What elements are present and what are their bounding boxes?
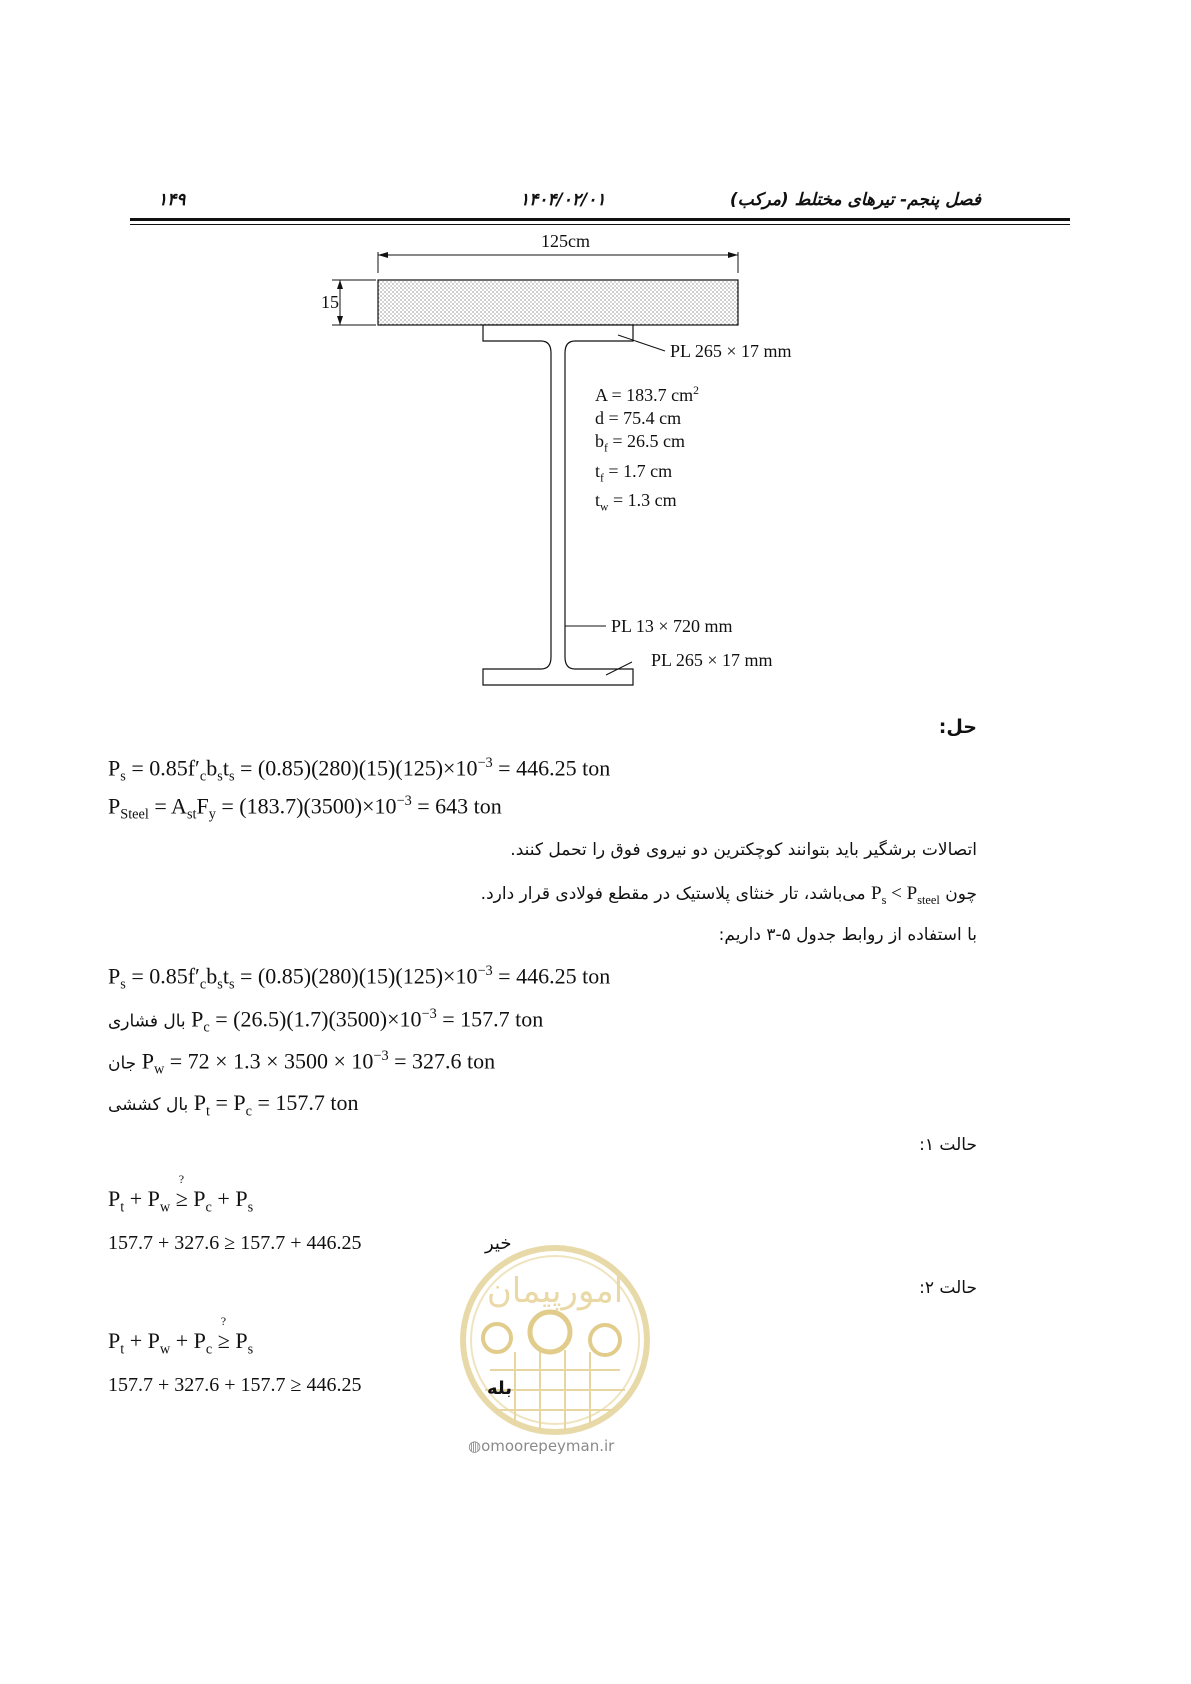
header-rule bbox=[130, 218, 1070, 221]
concrete-slab bbox=[378, 280, 738, 325]
composite-section-figure bbox=[300, 235, 860, 705]
watermark-logo bbox=[455, 1240, 655, 1440]
eq-psteel: $P_{Steel} = A_{st}F_y = (183.7)(3500)\times 10^{-3} = 643$ ton bbox=[108, 793, 502, 823]
case2-answer: بله bbox=[487, 1378, 513, 1399]
header-date: ۱۴۰۴/۰۲/۰۱ bbox=[520, 190, 606, 210]
web-plate-label: PL 13 × 720 mm bbox=[611, 616, 733, 636]
case1-numeric: 157.7 + 327.6 ≥ 157.7 + 446.25 bbox=[108, 1232, 362, 1254]
header-rule-thin bbox=[130, 224, 1070, 225]
slab-thickness-label: 15 bbox=[321, 292, 339, 312]
eq-pt: بال کششی $P_t = P_c = 157.7$ ton bbox=[108, 1090, 359, 1120]
tf-property: $t_f = 1.7$ cm bbox=[595, 460, 673, 485]
globe-icon: ◍ bbox=[468, 1437, 482, 1455]
solution-heading: حل: bbox=[938, 716, 977, 738]
text-shear-connectors: اتصالات برشگیر باید بتوانند کوچکترین دو نیروی فوق را تحمل کنند. bbox=[510, 840, 977, 860]
tw-property: $t_w = 1.3$ cm bbox=[595, 490, 677, 514]
eq-ps-repeat: $P_s = 0.85f'_cb_st_s = (0.85)(280)(15)(125)\times 10^{-3} = 446.25$ ton bbox=[108, 963, 611, 993]
case2-numeric: 157.7 + 327.6 + 157.7 ≥ 446.25 bbox=[108, 1374, 362, 1396]
depth-property: d = 75.4 cm bbox=[595, 408, 682, 428]
eq-ps: $P_s = 0.85f'_cb_st_s = (0.85)(280)(15)(125)\times 10^{-3} = 446.25$ ton bbox=[108, 755, 611, 785]
top-flange-label: PL 265 × 17 mm bbox=[670, 341, 792, 361]
area-property: A = 183.7 $cm^2$ bbox=[595, 384, 699, 405]
eq-pc: بال فشاری $P_c = (26.5)(1.7)(3500)\times 10^{-3} = 157.7$ ton bbox=[108, 1006, 544, 1036]
case1-label: حالت ۱: bbox=[919, 1135, 977, 1155]
leader-top-flange bbox=[618, 335, 665, 351]
case2-label: حالت ۲: bbox=[919, 1278, 977, 1298]
section-properties bbox=[595, 379, 699, 519]
text-neutral-axis: چون $P_s < P_{steel}$ می‌باشد، تار خنثای پلاستیک در مقطع فولادی قرار دارد. bbox=[480, 883, 977, 907]
bf-property: $b_f = 26.5$ cm bbox=[595, 431, 686, 455]
slab-width-label: 125cm bbox=[541, 231, 590, 251]
svg-text:امورپیمان: امورپیمان bbox=[486, 1271, 624, 1311]
chapter-title: فصل پنجم- تیرهای مختلط (مرکب) bbox=[729, 190, 981, 210]
text-table-ref: با استفاده از روابط جدول ۵-۳ داریم: bbox=[718, 925, 977, 945]
case1-answer: خیر bbox=[485, 1233, 512, 1254]
eq-pw: جان $P_w = 72 \times 1.3 \times 3500 \times 10^{-3} = 327.6$ ton bbox=[108, 1048, 496, 1078]
case1-inequality: $P_t + P_w$ ≥ ? $P_c + P_s$ bbox=[108, 1172, 254, 1216]
bottom-flange-label: PL 265 × 17 mm bbox=[651, 650, 773, 670]
watermark-site: ◍omoorepeyman.ir bbox=[468, 1437, 615, 1455]
case2-inequality: $P_t + P_w + P_c$ ≥ ? $P_s$ bbox=[108, 1314, 254, 1358]
page-number: ۱۴۹ bbox=[158, 190, 186, 210]
